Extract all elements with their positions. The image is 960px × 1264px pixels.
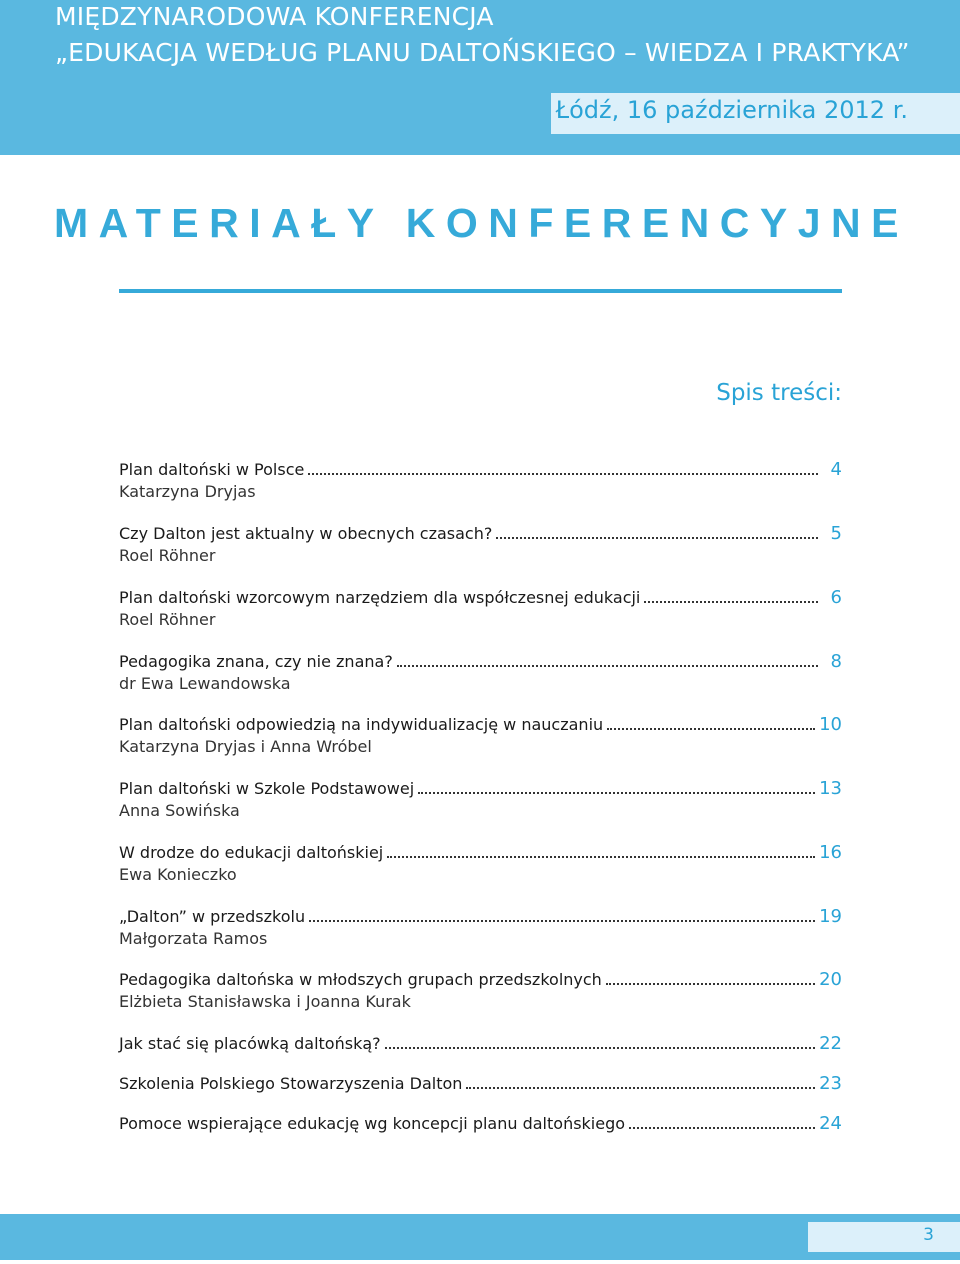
toc-entry[interactable] — [119, 1109, 842, 1135]
toc-entry-title[interactable]: Czy Dalton jest aktualny w obecnych czasach? — [119, 524, 493, 543]
toc-entry-page: 22 — [819, 1033, 842, 1054]
toc-entry-title[interactable]: Pomoce wspierające edukację wg koncepcji planu daltońskiego — [119, 1114, 626, 1133]
toc-entry-title[interactable]: Plan daltoński odpowiedzią na indywidualizację w nauczaniu — [119, 715, 604, 734]
toc-leader-dots — [397, 665, 818, 667]
toc-entry-title[interactable]: Plan daltoński w Szkole Podstawowej — [119, 779, 415, 798]
date-box — [551, 93, 960, 134]
page-number-box — [808, 1222, 960, 1252]
toc-entry[interactable] — [119, 965, 842, 991]
toc-entry-title[interactable]: Plan daltoński w Polsce — [119, 460, 305, 479]
footer-band — [0, 1214, 960, 1260]
toc-leader-dots — [466, 1087, 815, 1089]
toc-entry-title[interactable]: Szkolenia Polskiego Stowarzyszenia Dalton — [119, 1074, 463, 1093]
toc-leader-dots — [496, 537, 818, 539]
toc-leader-dots — [309, 920, 815, 922]
toc-entry-title[interactable]: Plan daltoński wzorcowym narzędziem dla współczesnej edukacji — [119, 588, 641, 607]
toc-entry-author: Elżbieta Stanisławska i Joanna Kurak — [119, 992, 411, 1011]
toc-entry[interactable] — [119, 710, 842, 736]
page-number: 3 — [923, 1225, 934, 1245]
toc-leader-dots — [308, 473, 818, 475]
toc-entry[interactable] — [119, 583, 842, 609]
toc-leader-dots — [607, 728, 815, 730]
toc-entry-page: 10 — [819, 714, 842, 735]
section-title: MATERIAŁY KONFERENCYJNE — [53, 200, 910, 246]
toc-entry-title[interactable]: W drodze do edukacji daltońskiej — [119, 843, 384, 862]
toc-leader-dots — [629, 1127, 815, 1129]
toc-entry-page: 5 — [830, 523, 842, 544]
toc-entry-author: Roel Röhner — [119, 610, 216, 629]
toc-entry-page: 6 — [830, 587, 842, 608]
toc-entry-author: Katarzyna Dryjas i Anna Wróbel — [119, 737, 372, 756]
toc-leader-dots — [606, 983, 815, 985]
toc-entry-author: Ewa Konieczko — [119, 865, 237, 884]
toc-entry-page: 4 — [830, 459, 842, 480]
toc-entry-page: 13 — [819, 778, 842, 799]
toc-heading: Spis treści: — [716, 380, 842, 406]
conference-title-line-1: MIĘDZYNARODOWA KONFERENCJA — [55, 2, 494, 31]
toc-entry-author: Katarzyna Dryjas — [119, 482, 256, 501]
toc-entry-title[interactable]: „Dalton” w przedszkolu — [119, 907, 306, 926]
conference-date: Łódź, 16 października 2012 r. — [555, 96, 908, 124]
toc-entry[interactable] — [119, 774, 842, 800]
toc-leader-dots — [418, 792, 815, 794]
toc-entry-author: dr Ewa Lewandowska — [119, 674, 291, 693]
toc-entry-page: 23 — [819, 1073, 842, 1094]
toc-entry[interactable] — [119, 519, 842, 545]
toc-entry-page: 24 — [819, 1113, 842, 1134]
toc-entry-title[interactable]: Pedagogika znana, czy nie znana? — [119, 652, 393, 671]
toc-entry-title[interactable]: Jak stać się placówką daltońską? — [119, 1034, 381, 1053]
toc-entry-page: 16 — [819, 842, 842, 863]
toc-leader-dots — [385, 1047, 815, 1049]
toc-leader-dots — [644, 601, 818, 603]
conference-title-line-2: „EDUKACJA WEDŁUG PLANU DALTOŃSKIEGO – WIEDZA I PRAKTYKA” — [55, 38, 910, 67]
toc-entry[interactable] — [119, 902, 842, 928]
toc-entry-author: Anna Sowińska — [119, 801, 240, 820]
header-band — [0, 0, 960, 155]
toc-entry[interactable] — [119, 455, 842, 481]
title-rule — [119, 289, 842, 293]
toc-entry-page: 19 — [819, 906, 842, 927]
toc-leader-dots — [387, 856, 815, 858]
toc-entry-title[interactable]: Pedagogika daltońska w młodszych grupach przedszkolnych — [119, 970, 602, 989]
toc-entry[interactable] — [119, 1029, 842, 1055]
toc-entry[interactable] — [119, 647, 842, 673]
toc-entry-page: 8 — [830, 651, 842, 672]
toc-entry[interactable] — [119, 838, 842, 864]
toc-entry-author: Małgorzata Ramos — [119, 929, 268, 948]
toc-entry-page: 20 — [819, 969, 842, 990]
toc-entry-author: Roel Röhner — [119, 546, 216, 565]
toc-entry[interactable] — [119, 1069, 842, 1095]
